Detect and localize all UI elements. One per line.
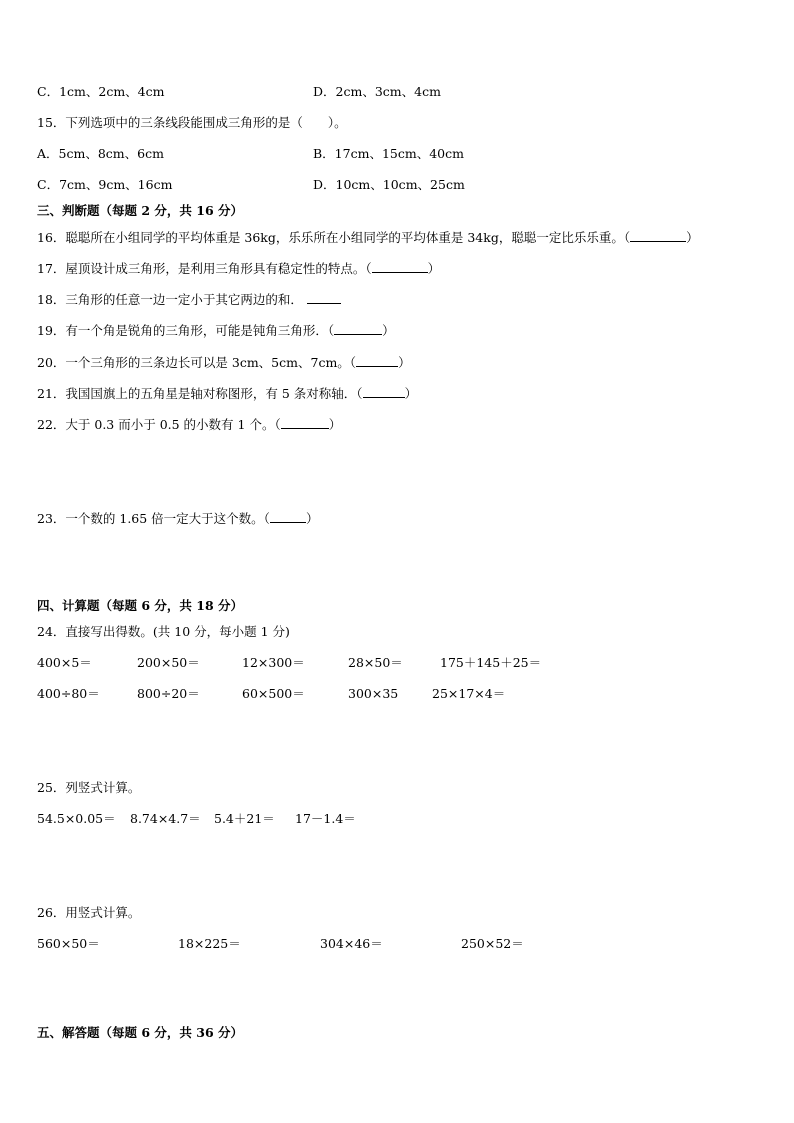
q22-answer-blank[interactable] (281, 416, 329, 429)
q23-close: ） (305, 511, 319, 526)
q22-close: ） (328, 417, 342, 432)
q21 (37, 385, 417, 402)
q24-expr: 400÷80＝ (37, 686, 100, 701)
q26-stem: 26．用竖式计算。 (37, 905, 141, 920)
q15-option-c: C．7cm、9cm、16cm (37, 177, 173, 192)
q26-expr: 304×46＝ (320, 936, 383, 951)
q14-option-d: D．2cm、3cm、4cm (313, 84, 441, 99)
q16-answer-blank[interactable] (630, 229, 686, 242)
section-4-title: 四、计算题（每题 6 分，共 18 分） (37, 598, 244, 613)
q24-expr: 200×50＝ (137, 655, 200, 670)
q24-expr: 25×17×4＝ (432, 686, 506, 701)
q19 (37, 322, 395, 339)
q21-answer-blank[interactable] (363, 385, 405, 398)
q26-expr: 18×225＝ (178, 936, 241, 951)
q15-option-b: B．17cm、15cm、40cm (313, 146, 464, 161)
q24-expr: 300×35 (348, 686, 399, 701)
q24-expr: 28×50＝ (348, 655, 403, 670)
section-3-title: 三、判断题（每题 2 分，共 16 分） (37, 203, 244, 218)
q24-expr: 800÷20＝ (137, 686, 200, 701)
q16 (37, 229, 699, 246)
q17-answer-blank[interactable] (372, 260, 428, 273)
q25-expr: 54.5×0.05＝ (37, 811, 116, 826)
q20-answer-blank[interactable] (356, 354, 398, 367)
q15-option-d: D．10cm、10cm、25cm (313, 177, 465, 192)
q15-option-a: A．5cm、8cm、6cm (37, 146, 164, 161)
q17 (37, 260, 440, 277)
q25-expr: 8.74×4.7＝ (130, 811, 201, 826)
q24-expr: 400×5＝ (37, 655, 92, 670)
q20-text: 20．一个三角形的三条边长可以是 3cm、5cm、7cm。（ (37, 355, 357, 370)
section-5-title: 五、解答题（每题 6 分，共 36 分） (37, 1025, 244, 1040)
q18-answer-blank[interactable] (307, 291, 341, 304)
q24-expr: 175＋145＋25＝ (440, 655, 542, 670)
q15-stem: 15．下列选项中的三条线段能围成三角形的是（ ）。 (37, 115, 347, 130)
q24-expr: 12×300＝ (242, 655, 305, 670)
q17-close: ） (427, 261, 441, 276)
q25-expr: 5.4＋21＝ (214, 811, 275, 826)
q19-answer-blank[interactable] (334, 322, 382, 335)
q24-stem: 24．直接写出得数。(共 10 分，每小题 1 分) (37, 624, 290, 639)
q16-text: 16．聪聪所在小组同学的平均体重是 36kg，乐乐所在小组同学的平均体重是 34kg，聪聪一定比乐乐重。（ (37, 230, 631, 245)
q14-option-c: C．1cm、2cm、4cm (37, 84, 165, 99)
q18 (37, 291, 341, 308)
q26-expr: 250×52＝ (461, 936, 524, 951)
q21-close: ） (404, 386, 418, 401)
q23-answer-blank[interactable] (270, 510, 306, 523)
q25-expr: 17－1.4＝ (295, 811, 356, 826)
q24-expr: 60×500＝ (242, 686, 305, 701)
q26-expr: 560×50＝ (37, 936, 100, 951)
q19-text: 19．有一个角是锐角的三角形，可能是钝角三角形．（ (37, 323, 335, 338)
q25-stem: 25．列竖式计算。 (37, 780, 141, 795)
q19-close: ） (382, 323, 395, 338)
q20 (37, 354, 411, 371)
q22-text: 22．大于 0.3 而小于 0.5 的小数有 1 个。（ (37, 417, 281, 432)
q23 (37, 510, 318, 527)
q18-text: 18．三角形的任意一边一定小于其它两边的和． (37, 292, 303, 307)
q17-text: 17．屋顶设计成三角形，是利用三角形具有稳定性的特点。（ (37, 261, 372, 276)
q23-text: 23．一个数的 1.65 倍一定大于这个数。（ (37, 511, 270, 526)
q21-text: 21．我国国旗上的五角星是轴对称图形，有 5 条对称轴．（ (37, 386, 363, 401)
q16-close: ） (686, 230, 699, 245)
q22 (37, 416, 341, 433)
q20-close: ） (398, 355, 411, 370)
